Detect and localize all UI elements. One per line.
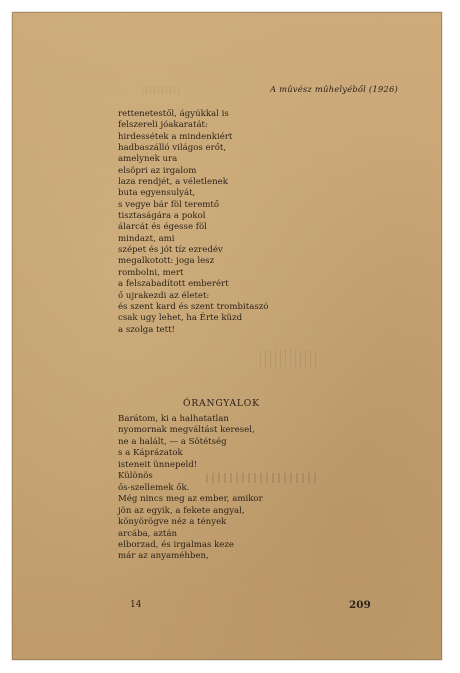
poem-line: ő ujrakezdi az életet:	[118, 290, 210, 301]
poem-line: buta egyensulyát,	[118, 188, 196, 199]
show-through-ink	[206, 473, 316, 483]
poem-line: mindazt, ami	[118, 233, 175, 244]
running-header: A mûvész mûhelyéből (1926)	[270, 84, 398, 94]
poem-line: Még nincs meg az ember, amikor	[118, 494, 263, 505]
poem-line: megalkotott: joga lesz	[118, 256, 215, 267]
poem-body	[118, 414, 263, 563]
poem-line: nyomornak megváltást keresel,	[118, 425, 255, 436]
poem-fragment	[118, 109, 268, 336]
poem-line: és szent kard és szent trombitaszó	[118, 301, 269, 312]
show-through-ink	[260, 350, 320, 368]
poem-line: álarcát és égesse föl	[118, 222, 207, 233]
poem-line: Különös	[118, 471, 153, 482]
poem-line: felszereli jóakaratát:	[118, 120, 208, 131]
poem-line: szépet és jót tíz ezredév	[118, 245, 223, 256]
book-page	[12, 12, 442, 660]
poem-line: könyörögve néz a tények	[118, 517, 227, 528]
poem-line: jön az egyik, a fekete angyal,	[118, 505, 245, 516]
poem-line: hirdessétek a mindenkiért	[118, 131, 233, 142]
poem-line: ős-szellemek ők.	[118, 482, 190, 493]
poem-title: ÓRANGYALOK	[183, 398, 260, 409]
signature-mark: 14	[130, 600, 142, 610]
poem-line: s a Káprázatok	[118, 448, 183, 459]
poem-line: elsöpri az irgalom	[118, 165, 197, 176]
poem-line: laza rendjét, a véletlenek	[118, 177, 228, 188]
poem-line: ne a halált, — a Sötétség	[118, 436, 227, 447]
poem-line: csak ugy lehet, ha Érte küzd	[118, 313, 243, 324]
poem-line: a felszabadított emberért	[118, 279, 229, 290]
poem-line: hadbaszálló világos erőt,	[118, 143, 227, 154]
poem-line: Barátom, ki a halhatatlan	[118, 414, 229, 424]
poem-line: amelynek ura	[118, 154, 178, 165]
poem-line: tisztaságára a pokol	[118, 211, 206, 222]
poem-line: s vegye bár föl teremtő	[118, 199, 220, 210]
poem-line: rombolni, mert	[118, 267, 184, 278]
poem-line: rettenetestől, ágyúkkal is	[118, 109, 229, 119]
poem-line: arcába, aztán	[118, 528, 178, 539]
page-number: 209	[349, 599, 371, 611]
poem-line: elborzad, és irgalmas keze	[118, 539, 235, 550]
poem-line: már az anyaméhben,	[118, 551, 209, 562]
poem-line: isteneit ünnepeld!	[118, 459, 198, 470]
poem-line: a szolga tett!	[118, 324, 175, 335]
show-through-ink	[142, 86, 182, 94]
